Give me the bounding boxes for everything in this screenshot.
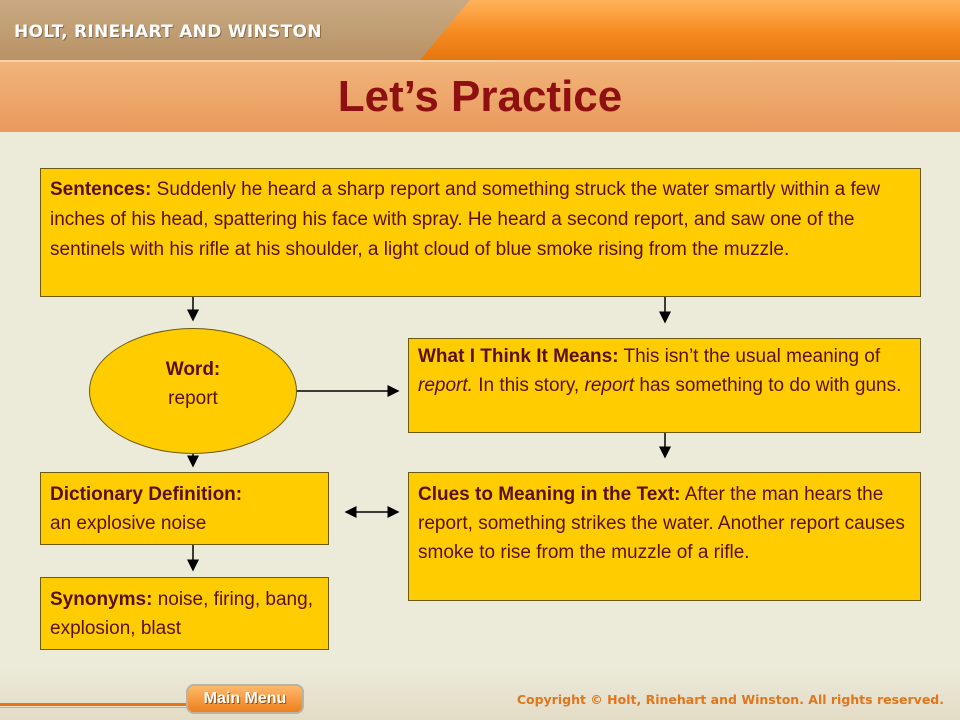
footer-accent-line: [0, 703, 190, 706]
footer-accent-line-thin: [0, 707, 190, 708]
meaning-italic-2: report: [584, 375, 635, 396]
meaning-text-1: This isn’t the usual meaning of: [623, 346, 881, 367]
meaning-text-2: In this story,: [472, 375, 585, 396]
dictionary-text: an explosive noise: [50, 513, 207, 534]
word-value: report: [168, 388, 218, 409]
publisher-logo-text: HOLT, RINEHART AND WINSTON: [14, 22, 322, 42]
copyright-text: Copyright © Holt, Rinehart and Winston. All rights reserved.: [516, 692, 944, 707]
clues-text: After the man hears the report, something strikes the water. Another report causes smoke to rise from the muzzle of a rifle.: [418, 484, 905, 563]
synonyms-label: Synonyms:: [50, 589, 153, 610]
page-title: Let’s Practice: [337, 72, 623, 121]
sentences-text: Suddenly he heard a sharp report and something struck the water smartly within a few inches of his head, spattering his face with spray. He heard a second report, and saw one of the sentinels with his rifle at his shoulder, a light cloud of blue smoke rising from the muzzle.: [50, 179, 881, 260]
clues-label: Clues to Meaning in the Text:: [418, 484, 681, 505]
synonyms-text: noise, firing, bang, explosion, blast: [50, 589, 313, 639]
sentences-label: Sentences:: [50, 179, 152, 200]
meaning-label: What I Think It Means:: [418, 346, 619, 367]
main-menu-button[interactable]: Main Menu: [186, 684, 304, 714]
word-label: Word:: [165, 359, 221, 380]
dictionary-label: Dictionary Definition:: [50, 484, 243, 505]
meaning-italic-1: report.: [418, 375, 473, 396]
meaning-text-3: has something to do with guns.: [634, 375, 902, 396]
